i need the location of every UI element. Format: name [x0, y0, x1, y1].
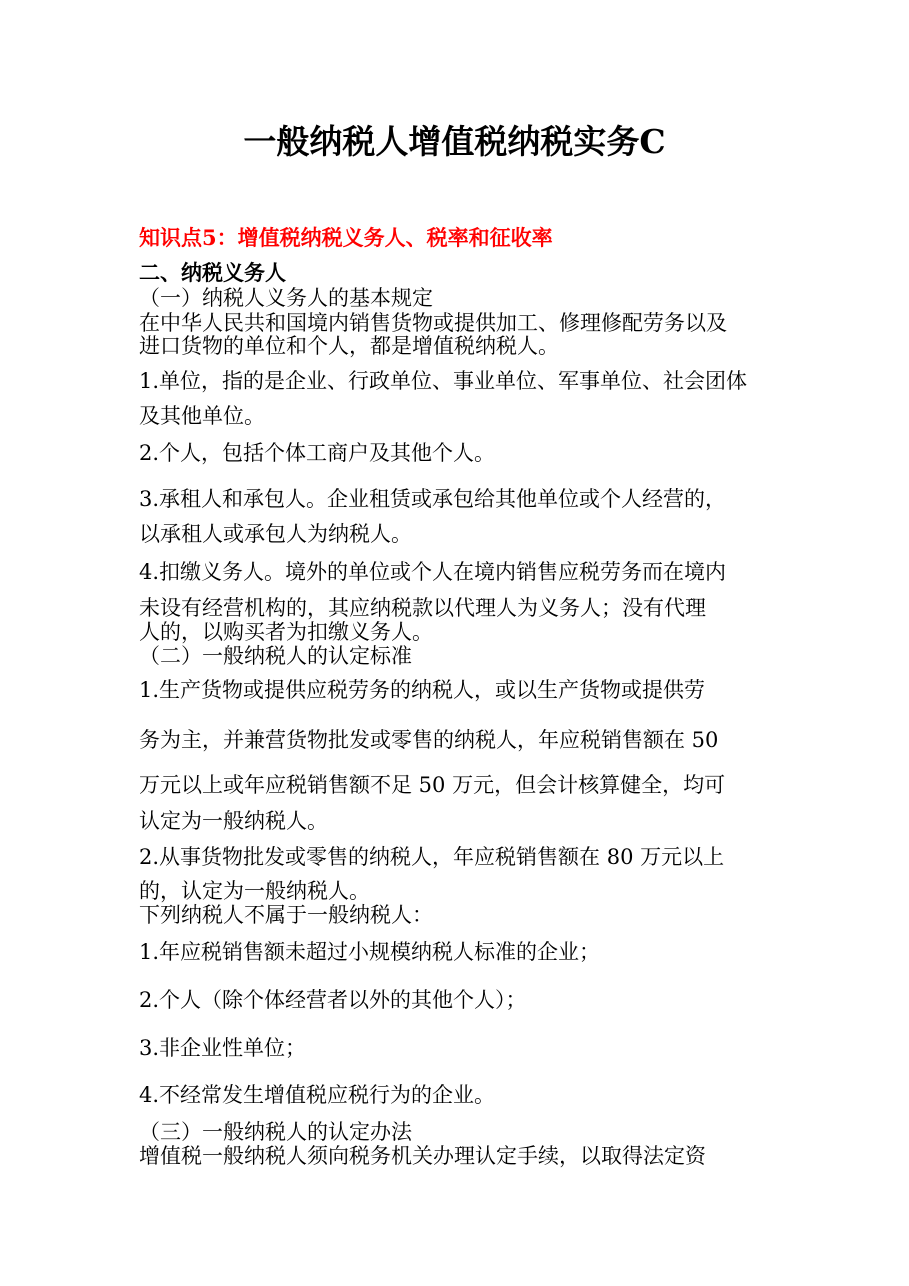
- list-item-line: 1.年应税销售额未超过小规模纳税人标准的企业；: [139, 940, 601, 964]
- list-item-line: 务为主，并兼营货物批发或零售的纳税人，年应税销售额在 50: [139, 728, 719, 752]
- subsection-heading-2: （二）一般纳税人的认定标准: [139, 644, 412, 668]
- list-item-line: 万元以上或年应税销售额不足 50 万元，但会计核算健全，均可: [139, 773, 726, 797]
- subsection-heading-1: （一）纳税人义务人的基本规定: [139, 286, 433, 310]
- list-item-line: 认定为一般纳税人。: [139, 809, 328, 833]
- list-item-line: 4.扣缴义务人。境外的单位或个人在境内销售应税劳务而在境内: [139, 560, 727, 584]
- list-item-line: 以承租人或承包人为纳税人。: [139, 522, 412, 546]
- list-item-line: 1.生产货物或提供应税劳务的纳税人，或以生产货物或提供劳: [139, 678, 706, 702]
- paragraph-line: 增值税一般纳税人须向税务机关办理认定手续，以取得法定资: [139, 1144, 706, 1168]
- list-item-line: 2.从事货物批发或零售的纳税人，年应税销售额在 80 万元以上: [139, 845, 725, 869]
- list-item-line: 人的，以购买者为扣缴义务人。: [139, 620, 433, 644]
- list-item-line: 的，认定为一般纳税人。: [139, 879, 370, 903]
- paragraph-line: 在中华人民共和国境内销售货物或提供加工、修理修配劳务以及: [139, 311, 727, 335]
- list-item-line: 1.单位，指的是企业、行政单位、事业单位、军事单位、社会团体: [139, 369, 748, 393]
- document-title: 一般纳税人增值税纳税实务C: [243, 122, 666, 161]
- list-item-line: 4.不经常发生增值税应税行为的企业。: [139, 1083, 496, 1107]
- knowledge-point-heading: 知识点5：增值税纳税义务人、税率和征收率: [139, 225, 553, 250]
- section-heading: 二、纳税义务人: [139, 260, 286, 285]
- paragraph-line: 下列纳税人不属于一般纳税人：: [139, 903, 433, 927]
- list-item-line: 3.承租人和承包人。企业租赁或承包给其他单位或个人经营的，: [139, 487, 727, 511]
- list-item-line: 2.个人，包括个体工商户及其他个人。: [139, 441, 496, 465]
- paragraph-line: 进口货物的单位和个人，都是增值税纳税人。: [139, 334, 559, 358]
- list-item-line: 及其他单位。: [139, 404, 265, 428]
- list-item-line: 2.个人（除个体经营者以外的其他个人）；: [139, 988, 527, 1012]
- subsection-heading-3: （三）一般纳税人的认定办法: [139, 1120, 412, 1144]
- list-item-line: 未设有经营机构的，其应纳税款以代理人为义务人；没有代理: [139, 596, 706, 620]
- list-item-line: 3.非企业性单位；: [139, 1036, 307, 1060]
